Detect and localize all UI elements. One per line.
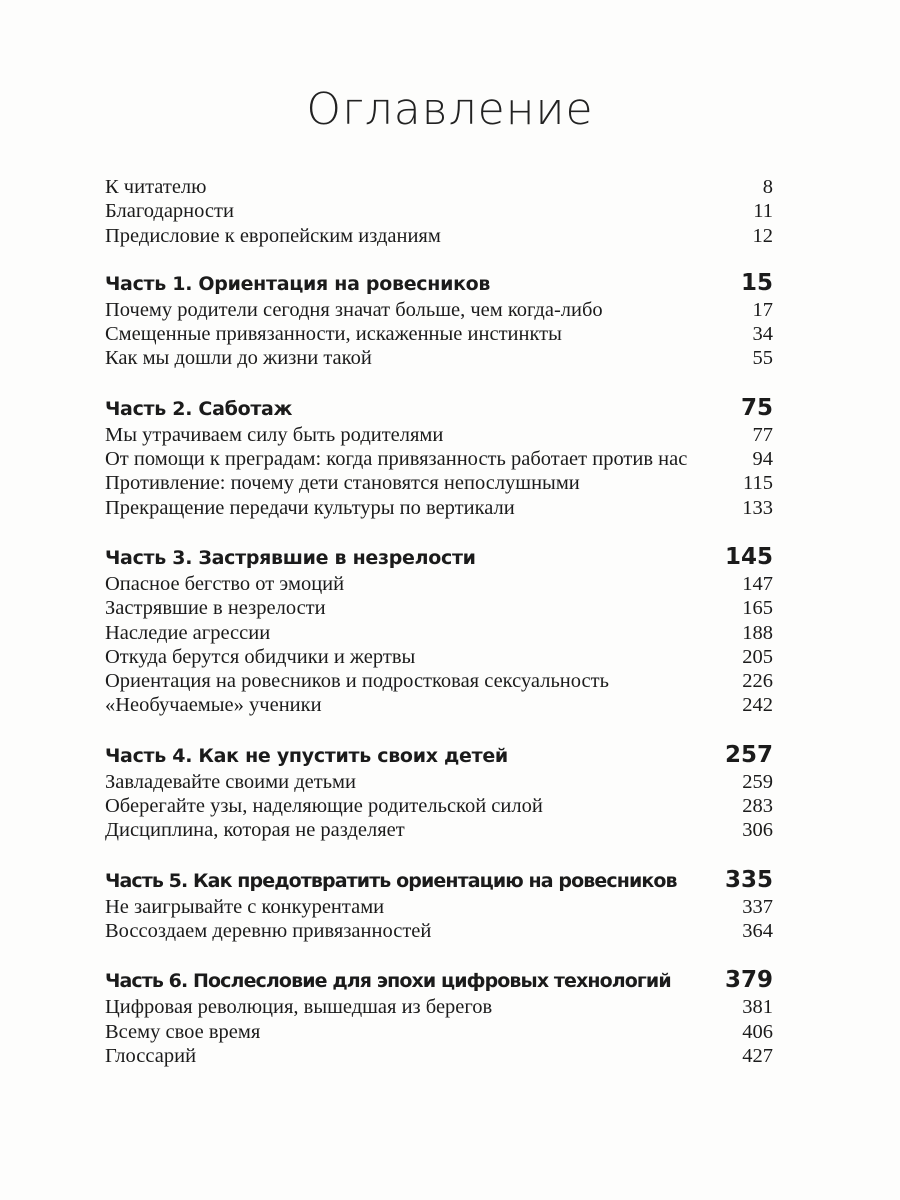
part-heading [105,865,773,895]
toc-entry [105,175,773,199]
toc-entry-label: Воссоздаем деревню привязанностей [105,919,432,942]
toc-entry-label: Предисловие к европейским изданиям [105,224,441,247]
toc-entry-page: 337 [742,895,773,918]
toc-entry [105,995,773,1019]
toc-entry [105,298,773,322]
page-title: Оглавление [306,84,594,135]
toc-entry-page: 381 [742,996,773,1019]
toc-entry [105,895,773,919]
part-heading-page: 145 [724,543,773,570]
toc-entry-page: 188 [742,621,773,644]
toc-entry-page: 165 [742,597,773,620]
toc-entry [105,423,773,447]
toc-entry-label: Оберегайте узы, наделяющие родительской силой [105,795,543,818]
part-heading-label: Часть 6. Послесловие для эпохи цифровых технологий [105,970,671,993]
toc-entry-page: 147 [742,572,773,595]
toc-entry [105,496,773,520]
part-heading-page: 15 [740,269,773,296]
toc-entry-label: Глоссарий [105,1044,197,1067]
toc-entry [105,919,773,943]
toc-entry-label: Наследие агрессии [105,621,271,644]
toc-entry-label: Противление: почему дети становятся непослушными [105,472,580,495]
part-heading-page: 335 [724,866,773,893]
toc-entry-label: От помощи к преградам: когда привязанность работает против нас [105,448,688,471]
toc-entry-label: Смещенные привязанности, искаженные инстинкты [105,323,562,346]
toc-entry-page: 427 [742,1044,773,1067]
part-heading-label: Часть 3. Застрявшие в незрелости [105,546,476,569]
toc-entry-page: 11 [753,200,773,223]
toc-entry-label: Откуда берутся обидчики и жертвы [105,645,416,668]
toc-entry-label: К читателю [105,176,207,198]
toc-entry [105,447,773,471]
toc-entry-label: Цифровая революция, вышедшая из берегов [105,996,493,1019]
toc-entry-page: 8 [762,176,773,198]
toc-entry-label: Благодарности [105,200,234,223]
part-heading [105,393,773,423]
part-heading-label: Часть 4. Как не упустить своих детей [105,744,508,767]
toc-entry-page: 283 [742,795,773,818]
toc-entry-label: Всему свое время [105,1020,261,1043]
toc-entry-page: 306 [742,819,773,842]
toc-entry-label: Застрявшие в незрелости [105,597,326,620]
toc-entry [105,693,773,717]
part-heading-label: Часть 5. Как предотвратить ориентацию на ровесников [105,869,677,892]
part-heading-page: 75 [740,394,773,421]
toc-entry-label: Прекращение передачи культуры по вертикали [105,496,515,519]
toc-entry-page: 242 [742,694,773,717]
toc-entry-label: Почему родители сегодня значат больше, чем когда-либо [105,298,603,321]
toc-entry-label: «Необучаемые» ученики [105,694,322,717]
toc-entry [105,1020,773,1044]
toc-entry-page: 77 [752,423,773,446]
part-heading-label: Часть 1. Ориентация на ровесников [105,272,491,295]
toc-entry [105,794,773,818]
toc-entry-label: Как мы дошли до жизни такой [105,347,372,370]
part-heading-label: Часть 2. Саботаж [105,397,293,420]
toc-entry-page: 364 [742,919,773,942]
toc-entry [105,346,773,370]
toc-entry [105,1044,773,1068]
part-heading [105,542,773,572]
toc-entry-label: Завладевайте своими детьми [105,770,357,793]
toc-entry-page: 17 [752,298,773,321]
toc-entry-label: Ориентация на ровесников и подростковая сексуальность [105,670,609,693]
toc-entry-page: 259 [742,770,773,793]
toc-entry [105,645,773,669]
toc-entry-page: 406 [742,1020,773,1043]
toc-entry-page: 94 [752,448,773,471]
part-heading [105,740,773,770]
part-heading-page: 257 [724,741,773,768]
toc-entry-page: 12 [752,224,773,247]
toc-entry-page: 55 [752,347,773,370]
toc-entry [105,572,773,596]
toc-entry-label: Дисциплина, которая не разделяет [105,819,405,842]
part-heading-page: 379 [724,967,773,994]
table-of-contents [105,175,773,1068]
part-heading [105,268,773,298]
toc-entry [105,818,773,842]
toc-entry [105,770,773,794]
toc-entry [105,471,773,495]
toc-entry [105,199,773,223]
toc-entry-page: 34 [752,323,773,346]
toc-entry-page: 115 [743,472,773,495]
part-heading [105,965,773,995]
toc-entry-label: Опасное бегство от эмоций [105,572,345,595]
toc-entry [105,596,773,620]
toc-entry [105,621,773,645]
toc-entry-page: 226 [742,670,773,693]
toc-entry [105,669,773,693]
toc-entry-page: 205 [742,645,773,668]
toc-entry-label: Мы утрачиваем силу быть родителями [105,423,444,446]
toc-entry [105,224,773,248]
toc-entry-page: 133 [742,496,773,519]
toc-entry-label: Не заигрывайте с конкурентами [105,895,385,918]
toc-entry [105,322,773,346]
